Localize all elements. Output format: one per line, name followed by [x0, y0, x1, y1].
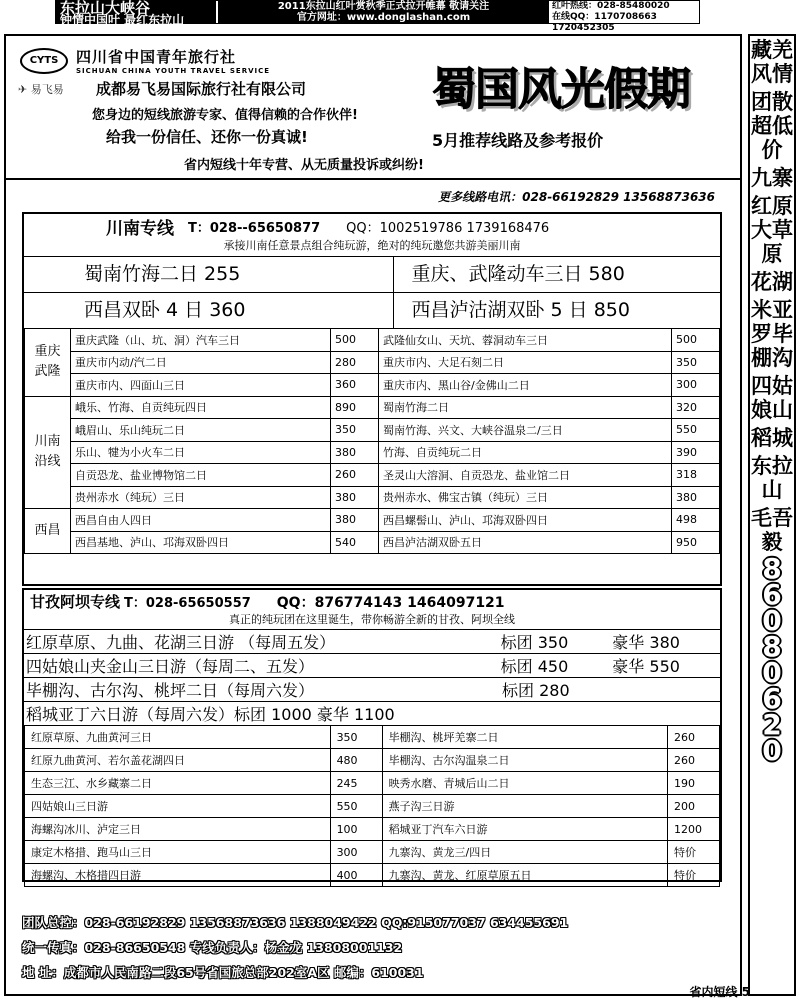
region-label: 川南沿线 [25, 396, 71, 509]
route-name: 九寨沟、黄龙、红原草原五日 [382, 864, 667, 887]
route-price: 890 [331, 396, 379, 419]
route-price: 200 [668, 795, 720, 818]
route-price: 190 [668, 772, 720, 795]
table-row [25, 351, 720, 374]
featured-route: 蜀南竹海二日 255 [84, 263, 241, 285]
route-name: 九寨沟、黄龙三/四日 [382, 841, 667, 864]
route-price: 380 [331, 509, 379, 532]
section-chuannan-desc: 承接川南任意景点组合纯玩游，绝对的纯玩邀您共游美丽川南 [223, 239, 521, 252]
featured-route-name: 毕棚沟、古尔沟、桃坪二日（每周六发） [26, 681, 315, 700]
route-name: 西昌泸沽湖双卧五日 [379, 531, 672, 554]
route-price: 260 [331, 464, 379, 487]
featured-route-std-price: 标团 280 [502, 681, 570, 700]
region-label: 西昌 [25, 509, 71, 554]
route-name: 峨眉山、乐山纯玩二日 [71, 419, 331, 442]
table-row [25, 509, 720, 532]
route-name: 海螺沟、木格措四日游 [25, 864, 331, 887]
section-chuannan-tel: T：028--65650877 [188, 220, 321, 236]
table-row [25, 531, 720, 554]
route-name: 重庆市内、大足石刻二日 [379, 351, 672, 374]
route-name: 蜀南竹海二日 [379, 396, 672, 419]
route-name: 圣灵山大溶洞、自贡恐龙、盐业馆二日 [379, 464, 672, 487]
route-price: 380 [672, 486, 720, 509]
route-price: 300 [672, 374, 720, 397]
route-name: 生态三江、水乡藏寨二日 [25, 772, 331, 795]
route-name: 四姑娘山三日游 [25, 795, 331, 818]
sidebar-destination: 藏羌风情 [751, 38, 793, 86]
cyts-org [76, 46, 270, 75]
sidebar-destination: 米亚罗毕棚沟 [751, 298, 793, 370]
yfy-row [18, 78, 306, 99]
page-footer: 省内短线 5 [689, 985, 750, 999]
route-price: 500 [331, 329, 379, 352]
route-name: 海螺沟冰川、泸定三日 [25, 818, 331, 841]
section-ganzi-tel: T：028-65650557 [124, 596, 251, 611]
route-price: 100 [330, 818, 382, 841]
route-price: 特价 [668, 864, 720, 887]
section-ganzi-aba [22, 588, 722, 882]
route-price: 280 [331, 351, 379, 374]
tagline-1: 您身边的短线旅游专家、值得信赖的合作伙伴! [92, 108, 358, 123]
route-name: 武隆仙女山、天坑、蓉洞动车三日 [379, 329, 672, 352]
route-name: 竹海、自贡纯玩二日 [379, 441, 672, 464]
sidebar-destination: 东拉山 [751, 454, 793, 502]
route-price: 特价 [668, 841, 720, 864]
route-name: 贵州赤水（纯玩）三日 [71, 486, 331, 509]
section-ganzi-qq: QQ：876774143 1464097121 [276, 594, 505, 611]
route-price: 550 [330, 795, 382, 818]
route-price: 498 [672, 509, 720, 532]
featured-route-row [24, 653, 720, 677]
route-name: 燕子沟三日游 [382, 795, 667, 818]
section-ganzi-header [24, 590, 720, 613]
more-lines-phone: 更多线路电讯：028-66192829 13568873636 [438, 190, 715, 204]
route-price: 320 [672, 396, 720, 419]
route-name: 康定木格措、跑马山三日 [25, 841, 331, 864]
sidebar-destination: 红原大草原 [751, 194, 793, 266]
table-row [25, 486, 720, 509]
yfy-org: 成都易飞易国际旅行社有限公司 [96, 80, 307, 98]
table-row [25, 464, 720, 487]
yfy-logo-icon: ✈ 易飞易 [18, 82, 64, 96]
featured-route-std-price: 标团 350 [500, 633, 569, 652]
route-price: 350 [331, 419, 379, 442]
featured-route-row [24, 629, 720, 653]
featured-route-row [24, 701, 720, 725]
cyts-org-cn: 四川省中国青年旅行社 [76, 48, 237, 66]
route-price: 950 [672, 531, 720, 554]
route-name: 自贡恐龙、盐业博物馆二日 [71, 464, 331, 487]
footer-line-fax: 统一传真：028-86650548 专线负责人：杨金龙 13808001132 [22, 940, 403, 955]
route-price: 300 [330, 841, 382, 864]
route-name: 峨乐、竹海、自贡纯玩四日 [71, 396, 331, 419]
route-name: 重庆市内动/汽二日 [71, 351, 331, 374]
region-label: 重庆武隆 [25, 329, 71, 397]
sidebar-destination: 四姑娘山 [751, 374, 793, 422]
section-chuannan-name: 川南专线 [106, 218, 174, 239]
sidebar-destination: 花湖 [751, 270, 793, 294]
route-price: 380 [331, 486, 379, 509]
cyts-org-en: SICHUAN CHINA YOUTH TRAVEL SERVICE [76, 67, 271, 75]
route-price: 1200 [668, 818, 720, 841]
featured-route: 西昌泸沽湖双卧 5 日 850 [393, 293, 721, 328]
top-ad-qq: 在线QQ：1170708663 1720452305 [552, 12, 657, 33]
donglashan-logo-line2: 钟情中国叶 最红东拉山 [60, 13, 185, 27]
table-row [25, 841, 720, 864]
header-divider [6, 178, 740, 180]
ad-header [6, 36, 740, 186]
route-price: 360 [331, 374, 379, 397]
featured-route: 重庆、武隆动车三日 580 [393, 257, 721, 292]
ad-big-title: 蜀国风光假期 [432, 64, 690, 115]
route-name: 红原草原、九曲黄河三日 [25, 726, 331, 749]
route-price: 500 [672, 329, 720, 352]
footer-line-group-control: 团队总控：028-66192829 13568873636 1388049422 QQ:915077037 634455691 [22, 915, 569, 930]
sidebar-destination: 稻城 [751, 426, 793, 450]
route-price: 350 [330, 726, 382, 749]
donglashan-logo-line1: 东拉山大峡谷 [60, 0, 151, 17]
featured-route-name: 四姑娘山夹金山三日游（每周二、五发） [26, 657, 315, 676]
section-chuannan-qq: QQ：1002519786 1739168476 [346, 220, 550, 236]
route-name: 贵州赤水、佛宝古镇（纯玩）三日 [379, 486, 672, 509]
section-chuannan-header [24, 214, 720, 238]
featured-route-name: 稻城亚丁六日游（每周六发）标团 1000 豪华 1100 [26, 705, 395, 724]
route-name: 西昌基地、泸山、邛海双卧四日 [71, 531, 331, 554]
table-row [25, 329, 720, 352]
cyts-logo-icon: CYTS [20, 48, 68, 74]
table-row [25, 441, 720, 464]
route-price: 390 [672, 441, 720, 464]
sidebar-destination: 团散超低价 [751, 90, 793, 162]
table-row [25, 864, 720, 887]
route-price: 550 [672, 419, 720, 442]
top-ad-hotline: 红叶热线：028-85480020 [552, 1, 670, 11]
featured-route-name: 红原草原、九曲、花湖三日游 （每周五发） [26, 633, 336, 652]
route-name: 蜀南竹海、兴文、大峡谷温泉二/三日 [379, 419, 672, 442]
top-ad-contact [549, 1, 699, 33]
main-ad-panel [4, 34, 742, 996]
donglashan-logo [56, 0, 216, 27]
route-name: 毕棚沟、桃坪羌寨二日 [382, 726, 667, 749]
top-ad-url: 官方网址：www.donglashan.com [296, 12, 471, 23]
table-row [25, 818, 720, 841]
section-ganzi-desc: 真正的纯玩团在这里诞生，带你畅游全新的甘孜、阿坝全线 [229, 613, 515, 626]
featured-route-lux-price: 豪华 550 [612, 657, 680, 676]
tagline-2: 给我一份信任、还你一份真诚! [106, 128, 308, 146]
top-ad-banner [55, 0, 700, 33]
featured-route-std-price: 标团 450 [500, 657, 569, 676]
route-price: 245 [330, 772, 382, 795]
route-name: 重庆武隆（山、坑、洞）汽车三日 [71, 329, 331, 352]
route-name: 映秀水磨、青城后山二日 [382, 772, 667, 795]
sidebar-destination: 毛吾毅 [751, 506, 793, 554]
route-name: 稻城亚丁汽车六日游 [382, 818, 667, 841]
table-row [25, 374, 720, 397]
table-row [25, 772, 720, 795]
table-row [25, 795, 720, 818]
route-name: 西昌螺髻山、泸山、邛海双卧四日 [379, 509, 672, 532]
featured-row [24, 256, 720, 292]
section-chuannan [22, 212, 722, 586]
tagline-3: 省内短线十年专营、从无质量投诉或纠纷! [184, 158, 424, 173]
route-price: 380 [331, 441, 379, 464]
route-price: 260 [668, 726, 720, 749]
top-ad-title: 2011东拉山红叶赏秋季正式拉开帷幕 敬请关注 [277, 1, 490, 12]
route-price: 540 [331, 531, 379, 554]
featured-route-row [24, 677, 720, 701]
route-price: 318 [672, 464, 720, 487]
table-row [25, 749, 720, 772]
chuannan-route-table [24, 328, 720, 554]
featured-route-lux-price: 豪华 380 [612, 633, 680, 652]
table-row [25, 396, 720, 419]
table-row [25, 726, 720, 749]
route-price: 260 [668, 749, 720, 772]
featured-route: 西昌双卧 4 日 360 [84, 299, 246, 321]
sidebar-destination: 九寨 [751, 166, 793, 190]
footer-line-address: 地 址：成都市人民南路二段65号省国旅总部202室A区 邮编：610031 [22, 965, 424, 980]
route-name: 重庆市内、四面山三日 [71, 374, 331, 397]
sidebar-phone: 8 6 0 8 0 6 2 0 [762, 552, 782, 767]
yfy-logo-text: 易飞易 [30, 82, 64, 96]
route-price: 350 [672, 351, 720, 374]
top-ad-middle [216, 1, 549, 23]
right-sidebar-ad [748, 34, 796, 996]
table-row [25, 419, 720, 442]
route-name: 红原九曲黄河、若尔盖花湖四日 [25, 749, 331, 772]
route-price: 400 [330, 864, 382, 887]
route-name: 毕棚沟、古尔沟温泉二日 [382, 749, 667, 772]
cyts-row [20, 46, 270, 75]
ad-subtitle: 5月推荐线路及参考报价 [432, 131, 604, 150]
contact-footer [22, 910, 568, 985]
section-ganzi-name: 甘孜阿坝专线 [30, 593, 121, 611]
route-name: 重庆市内、黑山谷/金佛山二日 [379, 374, 672, 397]
route-price: 480 [330, 749, 382, 772]
featured-row [24, 292, 720, 328]
route-name: 西昌自由人四日 [71, 509, 331, 532]
route-name: 乐山、犍为小火车二日 [71, 441, 331, 464]
ganzi-route-table [24, 725, 720, 887]
